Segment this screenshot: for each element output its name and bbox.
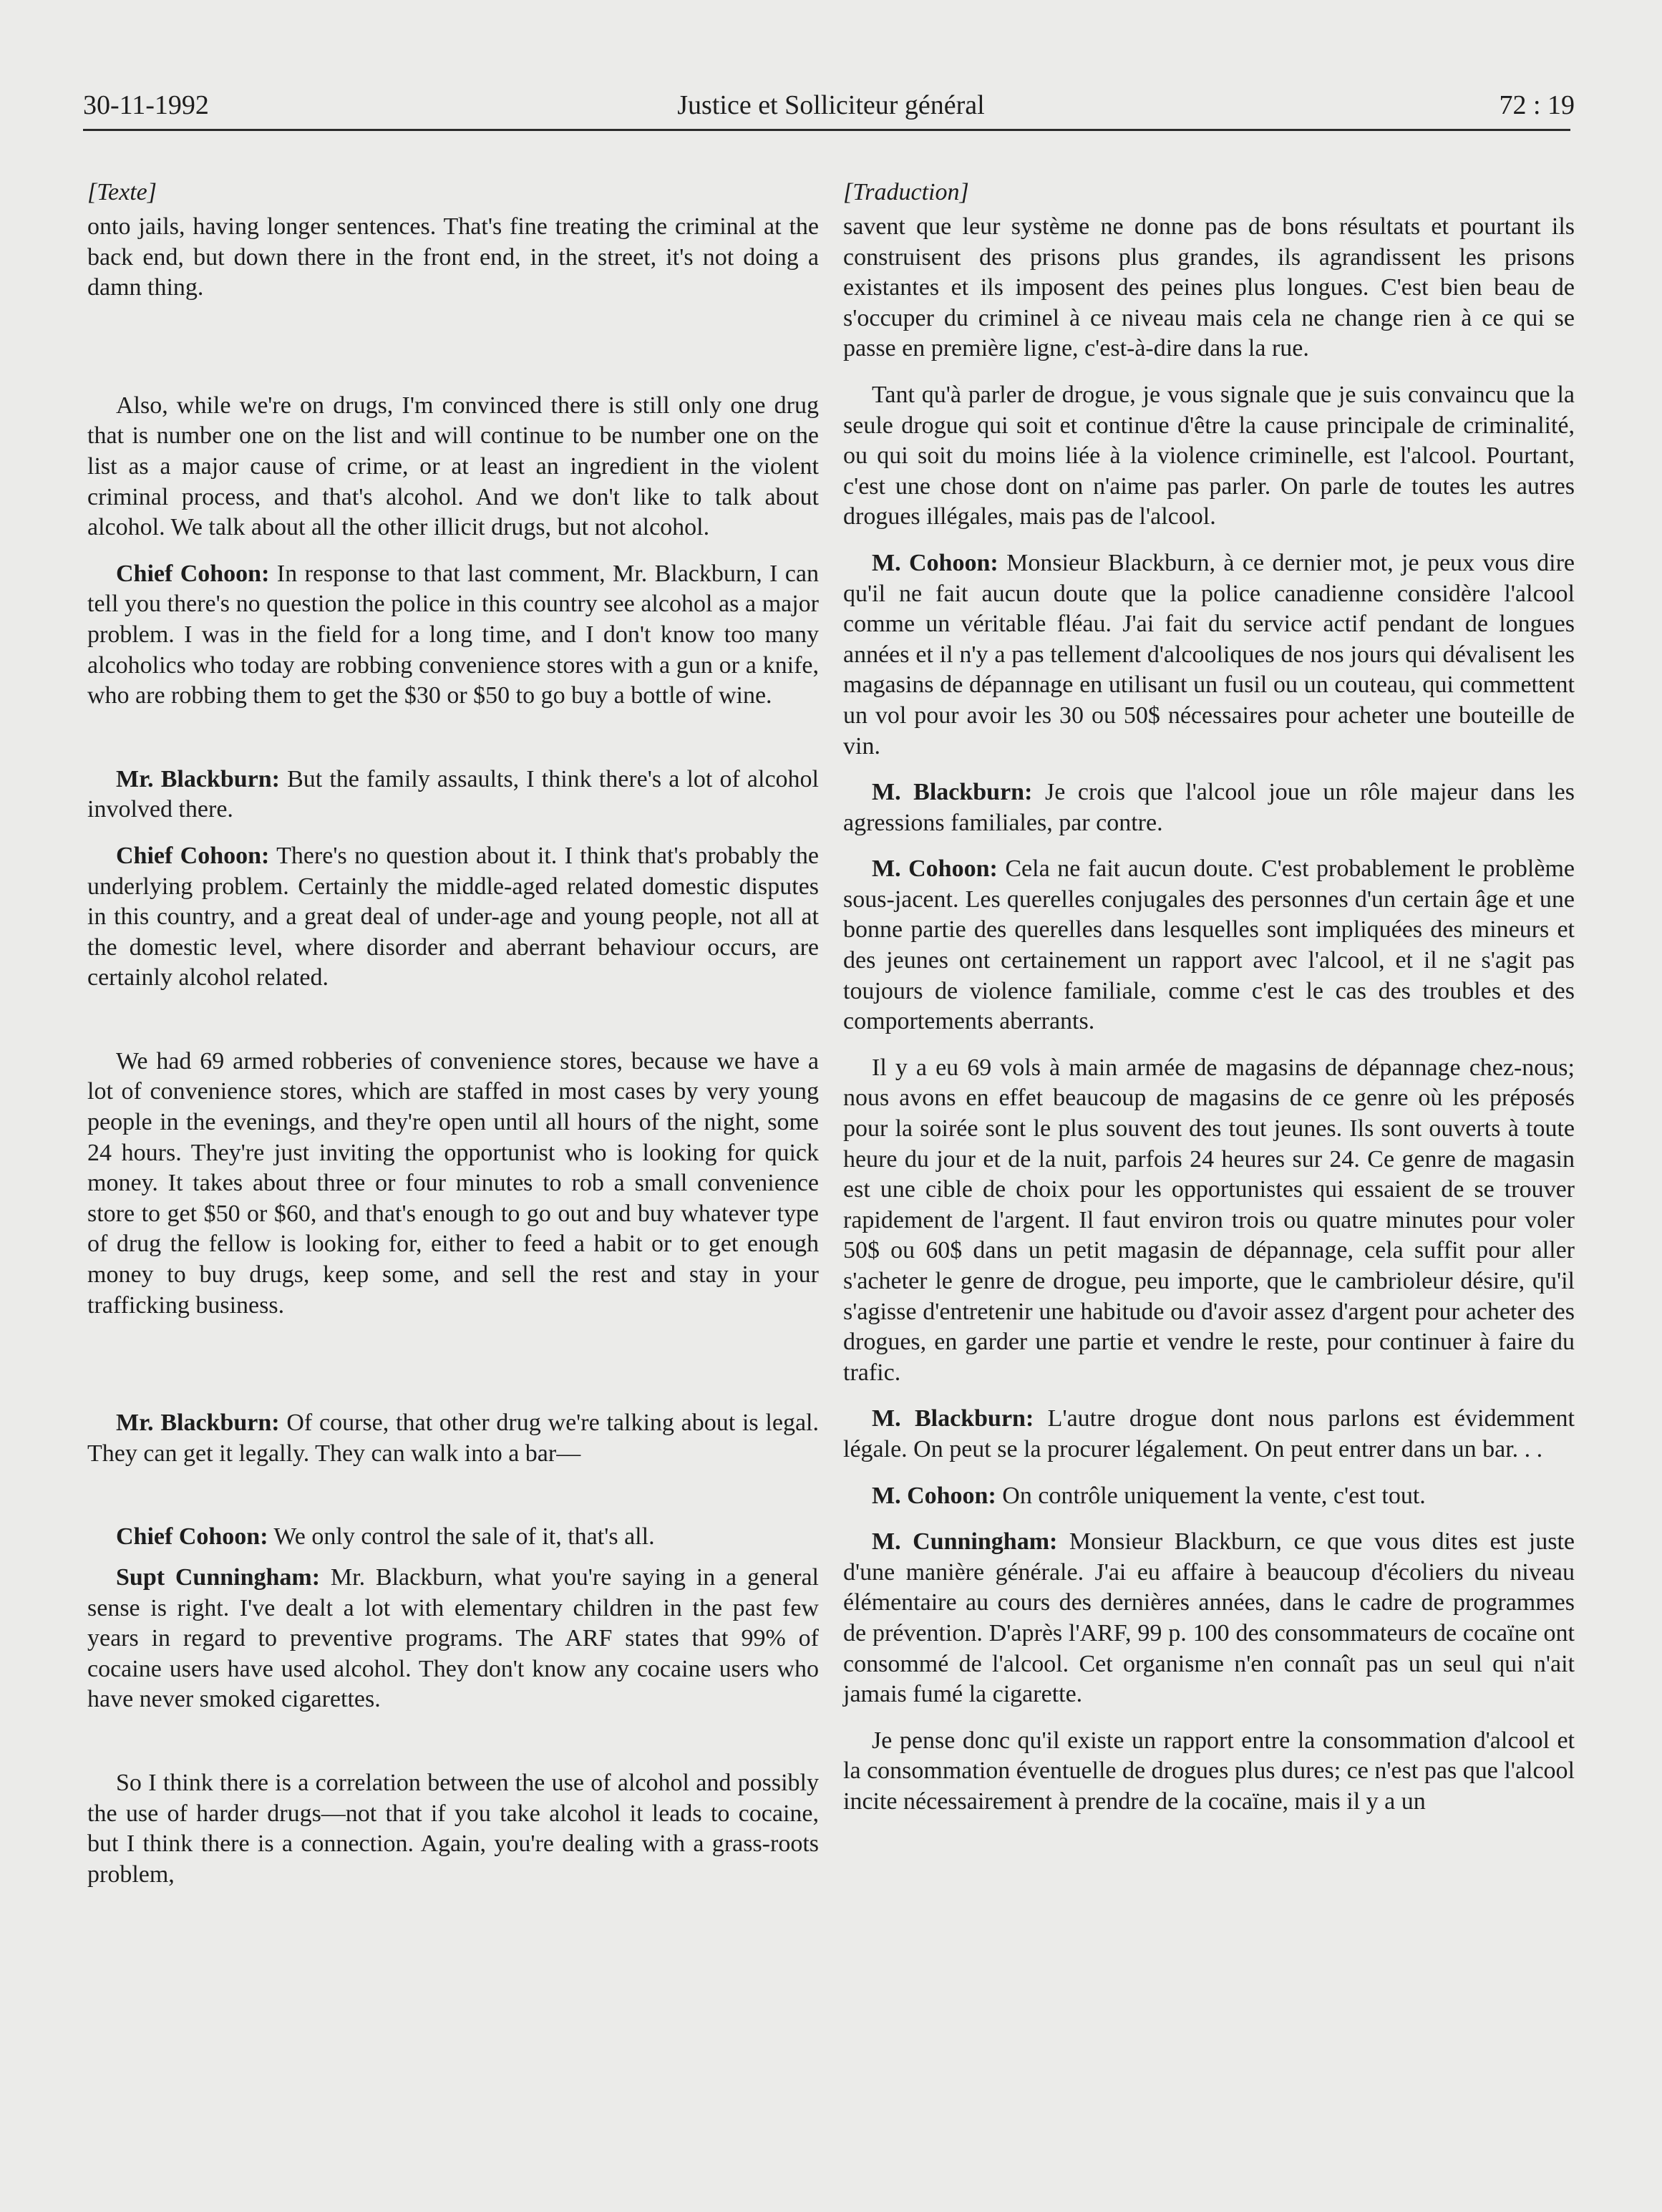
speaker-name: Chief Cohoon: [116,842,270,869]
speech-text: We only control the sale of it, that's all. [268,1523,655,1551]
paragraph: Tant qu'à parler de drogue, je vous signale que je suis convaincu que la seule drogue qui soit et continue d'être la cause principale de criminalité, ou qui soit du moins liée à la violence criminelle, est l'alcool. Pourtant, c'est une chose dont on n'aime pas parler. On parle de toutes les autres drogues illégales, mais pas de l'alcool. [843,381,1575,530]
speech-text: Je crois que l'alcool joue un rôle majeur dans les agressions familiales, par contre. [843,779,1575,836]
french-column [843,178,1575,1818]
header-page-number: 72 : 19 [1499,90,1575,120]
speaker-paragraph [87,1408,819,1469]
speaker-paragraph [843,1527,1575,1710]
speech-text: Cela ne fait aucun doute. C'est probablement le problème sous-jacent. Les querelles conjugales des personnes d'un certain âge et une bonne partie des querelles dans lesquelles sont impliquées des mineurs et des jeunes ont certainement un rapport avec l'alcool, et il ne s'agit pas toujours de violence familiale, comme c'est le cas des troubles et des comportements aberrants. [843,855,1575,1035]
column-label-texte: [Texte] [87,179,157,205]
speaker-name: M. Cohoon: [872,549,998,576]
speech-text: There's no question about it. I think that's probably the underlying problem. Certainly the middle-aged related domestic disputes in this country, and a great deal of under-age and young people, not all at the domestic level, where disorder and aberrant behaviour occurs, are certainly alcohol related. [87,842,819,991]
speech-text: Monsieur Blackburn, à ce dernier mot, je peux vous dire qu'il ne fait aucun doute que la police canadienne considère l'alcool comme un véritable fléau. J'ai fait du service actif pendant de longues années et il n'y a pas tellement d'alcooliques de nos jours qui dévalisent les magasins de dépannage en utilisant un fusil ou un couteau, qui commettent un vol pour avoir les 30 ou 50$ nécessaires pour acheter une bouteille de vin. [843,549,1575,760]
speaker-paragraph [843,1404,1575,1465]
speaker-name: Mr. Blackburn: [116,1410,280,1437]
speaker-paragraph [843,777,1575,838]
speaker-name: Chief Cohoon: [116,1523,268,1551]
speaker-paragraph [843,854,1575,1037]
speech-text: On contrôle uniquement la vente, c'est tout. [996,1482,1426,1509]
speaker-name: Supt Cunningham: [116,1564,321,1591]
speaker-paragraph [843,1481,1575,1512]
header-rule [83,129,1570,131]
speaker-name: M. Cunningham: [872,1528,1058,1556]
paragraph: Je pense donc qu'il existe un rapport entre la consommation d'alcool et la consommation éventuelle de drogues plus dures; ce n'est pas que l'alcool incite nécessairement à prendre de la cocaïne, mais il y a un [843,1727,1575,1815]
speaker-name: Chief Cohoon: [116,560,270,587]
paragraph: Il y a eu 69 vols à main armée de magasins de dépannage chez-nous; nous avons en effet beaucoup de magasins de ce genre où les préposés pour la soirée sont le plus souvent des tout jeunes. Ils sont ouverts à toute heure du jour et de la nuit, parfois 24 heures sur 24. Ce genre de magasin est une cible de choix pour les opportunistes qui essaient de se trouver rapidement de l'argent. Il faut environ trois ou quatre minutes pour voler 50$ ou 60$ dans un petit magasin de dépannage, cela suffit pour aller s'acheter le genre de drogue, peu importe, que le cambrioleur désire, qu'il s'agisse d'entretenir une habitude ou d'avoir assez d'argent pour acheter des drogues, en garder une partie et vendre le reste, pour continuer à faire du trafic. [843,1054,1575,1386]
english-column [87,178,819,1890]
speaker-paragraph [87,765,819,825]
speaker-paragraph [87,841,819,994]
speaker-name: M. Blackburn: [872,779,1033,806]
paragraph: So I think there is a correlation between the use of alcohol and possibly the use of harder drugs—not that if you take alcohol it leads to cocaine, but I think there is a connection. Again, you're dealing with a grass-roots problem, [87,1769,819,1888]
paragraph: savent que leur système ne donne pas de bons résultats et pourtant ils construisent des prisons plus grandes, ils agrandissent les prisons existantes et ils imposent des peines plus longues. C'est bien beau de s'occuper du criminel à ce niveau mais cela ne change rien à ce qui se passe en première ligne, c'est-à-dire dans la rue. [843,213,1575,362]
speech-text: But the family assaults, I think there's a lot of alcohol involved there. [87,765,819,823]
speaker-name: M. Cohoon: [872,855,998,883]
paragraph: onto jails, having longer sentences. That's fine treating the criminal at the back end, but down there in the front end, in the street, it's not doing a damn thing. [87,213,819,301]
speaker-name: M. Blackburn: [872,1405,1034,1432]
paragraph: Also, while we're on drugs, I'm convinced there is still only one drug that is number one on the list and will continue to be number one on the list as a major cause of crime, or at least an ingredient in the violent criminal process, and that's alcohol. And we don't like to talk about alcohol. We talk about all the other illicit drugs, but not alcohol. [87,392,819,541]
speech-text: Mr. Blackburn, what you're saying in a general sense is right. I've dealt a lot with elementary children in the past few years in regard to preventive programs. The ARF states that 99% of cocaine users have used alcohol. They don't know any cocaine users who have never smoked cigarettes. [87,1564,819,1713]
speaker-paragraph [87,559,819,712]
speaker-name: M. Cohoon: [872,1482,996,1509]
speaker-name: Mr. Blackburn: [116,765,280,792]
speaker-paragraph [87,1563,819,1715]
speaker-paragraph [843,548,1575,762]
speaker-paragraph [87,1522,819,1553]
speech-text: In response to that last comment, Mr. Blackburn, I can tell you there's no question the police in this country see alcohol as a major problem. I was in the field for a long time, and I don't know too many alcoholics who today are robbing convenience stores with a gun or a knife, who are robbing them to get the $30 or $50 to go buy a bottle of wine. [87,560,819,709]
column-label-traduction: [Traduction] [843,179,969,205]
speech-text: L'autre drogue dont nous parlons est évidemment légale. On peut se la procurer légalement. On peut entrer dans un bar. . . [843,1405,1575,1462]
header-title: Justice et Solliciteur général [677,90,985,120]
paragraph: We had 69 armed robberies of convenience stores, because we have a lot of convenience stores, which are staffed in most cases by very young people in the evenings, and they're open until all hours of the night, some 24 hours. They're just inviting the opportunist who is looking for quick money. It takes about three or four minutes to rob a small convenience store to get $50 or $60, and that's enough to go out and buy whatever type of drug the fellow is looking for, either to feed a habit or to get enough money to buy drugs, keep some, and sell the rest and stay in your trafficking business. [87,1047,819,1319]
speech-text: Of course, that other drug we're talking about is legal. They can get it legally. They can walk into a bar— [87,1410,820,1467]
speech-text: Monsieur Blackburn, ce que vous dites est juste d'une manière générale. J'ai eu affaire à beaucoup d'écoliers du niveau élémentaire au cours des dernières années, dans le cadre de programmes de prévention. D'après l'ARF, 99 p. 100 des consommateurs de cocaïne ont consommé de l'alcool. Cet organisme n'en connaît pas un seul qui n'ait jamais fumé la cigarette. [843,1528,1575,1708]
header-date: 30-11-1992 [83,90,209,120]
